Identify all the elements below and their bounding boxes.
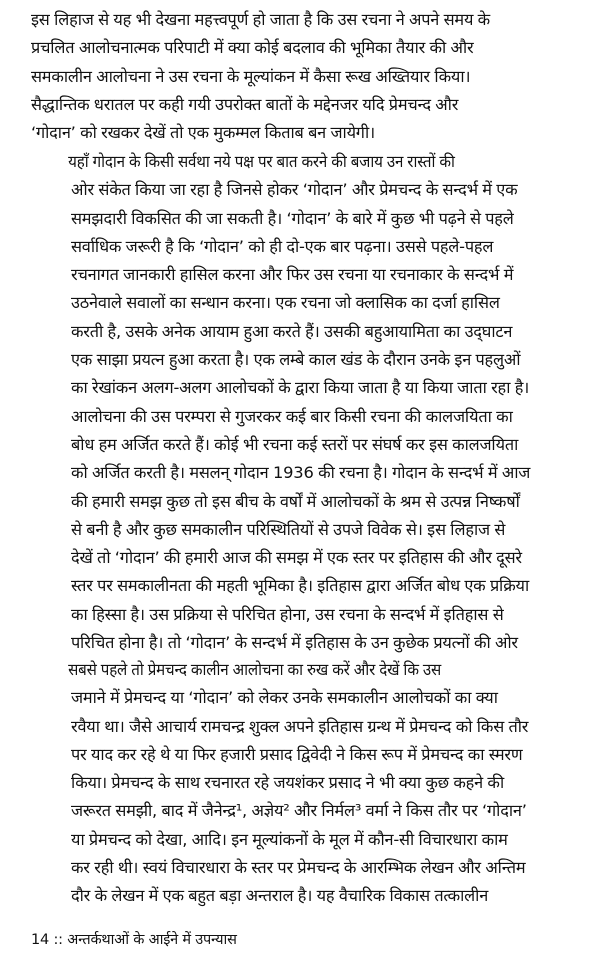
text-line: देखें तो ‘गोदान’ की हमारी आज की समझ में एक स्तर पर इतिहास की और दूसरे: [71, 548, 522, 568]
text-line: सबसे पहले तो प्रेमचन्द कालीन आलोचना का रुख करें और देखें कि उस: [68, 660, 442, 679]
text-line: पर याद कर रहे थे या फिर हजारी प्रसाद द्विवेदी ने किस रूप में प्रेमचन्द का स्मरण: [71, 744, 523, 764]
text-line: की हमारी समझ कुछ तो इस बीच के वर्षों में आलोचकों के श्रम से उत्पन्न निष्कर्षों: [71, 491, 520, 511]
text-line: रचनागत जानकारी हासिल करना और फिर उस रचना या रचनाकार के सन्दर्भ में: [71, 265, 514, 285]
text-line: या प्रेमचन्द को देखा, आदि। इन मूल्यांकनों के मूल में कौन-सी विचारधारा काम: [71, 829, 508, 849]
text-line: बोध हम अर्जित करते हैं। कोई भी रचना कई स्तरों पर संघर्ष कर इस कालजयिता: [71, 434, 519, 454]
text-line: आलोचना की उस परम्परा से गुजरकर कई बार किसी रचना की कालजयिता का: [71, 406, 513, 426]
page-footer: 14 :: अन्तर्कथाओं के आईने में उपन्यास: [31, 932, 237, 948]
text-line: सर्वाधिक जरूरी है कि ‘गोदान’ को ही दो-एक बार पढ़ना। उससे पहले-पहल: [71, 236, 494, 256]
text-line: ओर संकेत किया जा रहा है जिनसे होकर ‘गोदान’ और प्रेमचन्द के सन्दर्भ में एक: [71, 180, 518, 200]
text-line: स्तर पर समकालीनता की महती भूमिका है। इतिहास द्वारा अर्जित बोध एक प्रक्रिया: [71, 576, 529, 596]
text-line: ‘गोदान’ को रखकर देखें तो एक मुकम्मल किताब बन जायेगी।: [31, 123, 375, 143]
text-line: को अर्जित करती है। मसलन् गोदान 1936 की रचना है। गोदान के सन्दर्भ में आज: [71, 463, 531, 483]
paragraph-3: [31, 656, 590, 911]
text-line: दौर के लेखन में एक बहुत बड़ा अन्तराल है। यह वैचारिक विकास तत्कालीन: [71, 886, 489, 906]
text-line: का हिस्सा है। उस प्रक्रिया से परिचित होना, उस रचना के सन्दर्भ में इतिहास से: [71, 604, 504, 624]
text-line: सैद्धान्तिक धरातल पर कही गयी उपरोक्त बातों के मद्देनजर यदि प्रेमचन्द और: [31, 94, 459, 114]
text-line: रवैया था। जैसे आचार्य रामचन्द्र शुक्ल अपने इतिहास ग्रन्थ में प्रेमचन्द को किस तौर: [71, 716, 529, 736]
text-line: एक साझा प्रयत्न हुआ करता है। एक लम्बे काल खंड के दौरान उनके इन पहलुओं: [71, 350, 521, 370]
text-line: यहाँ गोदान के किसी सर्वथा नये पक्ष पर बात करने की बजाय उन रास्तों की: [68, 152, 455, 171]
paragraph-2: [31, 148, 590, 656]
text-line: किया। प्रेमचन्द के साथ रचनारत रहे जयशंकर प्रसाद ने भी क्या कुछ कहने की: [71, 773, 504, 793]
text-line: जमाने में प्रेमचन्द या ‘गोदान’ को लेकर उनके समकालीन आलोचकों का क्या: [71, 688, 498, 708]
text-line: इस लिहाज से यह भी देखना महत्त्वपूर्ण हो जाता है कि उस रचना ने अपने समय के: [31, 10, 490, 29]
text-line: से बनी है और कुछ समकालीन परिस्थितियों से उपजे विवेक से। इस लिहाज से: [71, 519, 506, 539]
text-line: प्रचलित आलोचनात्मक परिपाटी में क्या कोई बदलाव की भूमिका तैयार की और: [31, 38, 474, 58]
paragraph-1: [31, 6, 590, 148]
text-line: उठनेवाले सवालों का सन्धान करना। एक रचना जो क्लासिक का दर्जा हासिल: [71, 293, 500, 313]
text-line: कर रही थी। स्वयं विचारधारा के स्तर पर प्रेमचन्द के आरम्भिक लेखन और अन्तिम: [71, 858, 526, 878]
text-line: परिचित होना है। तो ‘गोदान’ के सन्दर्भ में इतिहास के उन कुछेक प्रयत्नों की ओर: [71, 633, 518, 653]
text-line: करती है, उसके अनेक आयाम हुआ करते हैं। उसकी बहुआयामिता का उद्‌घाटन: [71, 321, 513, 341]
text-line: जरूरत समझी, बाद में जैनेन्द्र¹, अज्ञेय² और निर्मल³ वर्मा ने किस तौर पर ‘गोदान’: [71, 801, 527, 821]
text-line: समझदारी विकसित की जा सकती है। ‘गोदान’ के बारे में कुछ भी पढ़ने से पहले: [71, 208, 514, 228]
text-line: का रेखांकन अलग-अलग आलोचकों के द्वारा किया जाता है या किया जाता रहा है।: [71, 378, 530, 398]
text-line: समकालीन आलोचना ने उस रचना के मूल्यांकन में कैसा रूख अख्तियार किया।: [31, 66, 471, 86]
